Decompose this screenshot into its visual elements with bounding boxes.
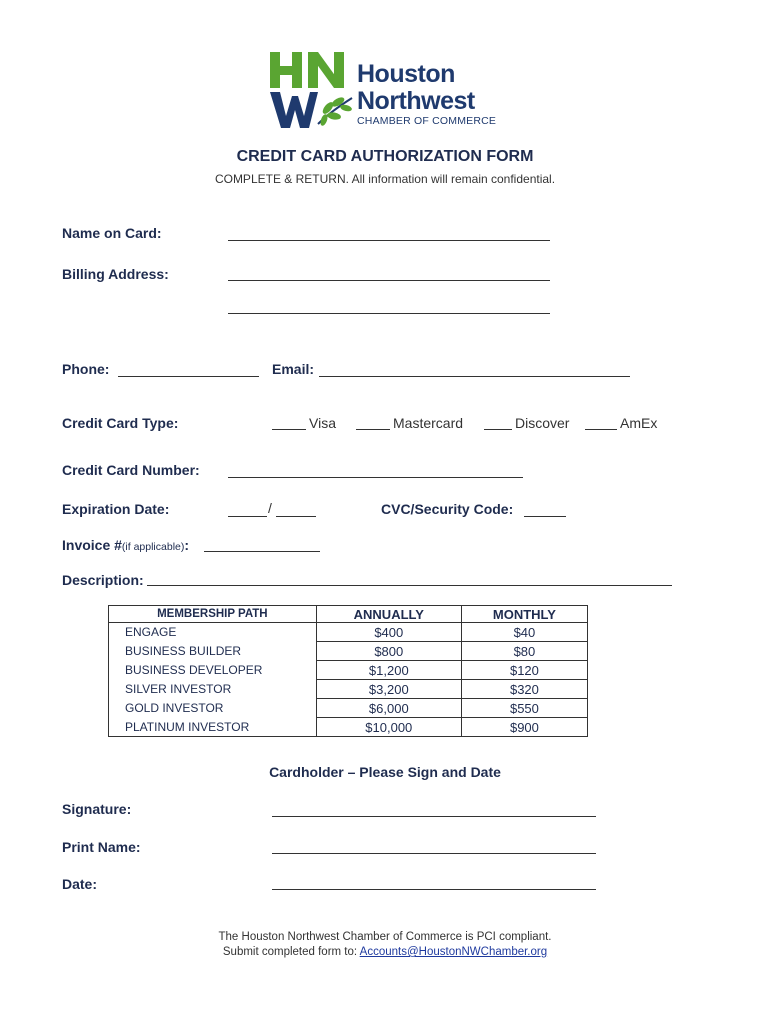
phone-label: Phone: xyxy=(62,361,110,377)
card-number-label: Credit Card Number: xyxy=(62,462,200,478)
membership-path-cell: BUSINESS BUILDER xyxy=(109,642,317,661)
table-row xyxy=(109,718,588,737)
pci-compliance-note: The Houston Northwest Chamber of Commerce is PCI compliant. xyxy=(218,931,552,943)
logo-text-northwest: Northwest xyxy=(357,87,475,115)
billing-address-line1-field[interactable] xyxy=(228,280,550,281)
print-name-label: Print Name: xyxy=(62,839,141,855)
card-type-visa-option[interactable] xyxy=(272,415,336,431)
membership-path-cell: ENGAGE xyxy=(109,623,317,642)
card-type-amex-option[interactable] xyxy=(585,415,657,431)
card-type-discover-option[interactable] xyxy=(484,415,569,431)
visa-checkbox-blank[interactable] xyxy=(272,429,306,430)
card-number-field[interactable] xyxy=(228,477,523,478)
annual-price-cell: $3,200 xyxy=(316,680,461,699)
mastercard-label: Mastercard xyxy=(393,415,464,431)
monthly-price-cell: $900 xyxy=(461,718,587,737)
name-on-card-label: Name on Card: xyxy=(62,225,162,241)
table-row xyxy=(109,680,588,699)
monthly-price-cell: $550 xyxy=(461,699,587,718)
annual-price-cell: $6,000 xyxy=(316,699,461,718)
print-name-field[interactable] xyxy=(272,853,596,854)
expiration-month-field[interactable] xyxy=(228,516,267,517)
description-field[interactable] xyxy=(147,585,672,586)
signature-label: Signature: xyxy=(62,801,132,817)
billing-address-label: Billing Address: xyxy=(62,266,169,282)
form-subtitle: COMPLETE & RETURN. All information will remain confidential. xyxy=(214,172,556,186)
annual-price-cell: $400 xyxy=(316,623,461,642)
chamber-logo xyxy=(268,50,508,130)
table-header-path: MEMBERSHIP PATH xyxy=(109,606,317,623)
visa-label: Visa xyxy=(309,415,336,431)
email-label: Email: xyxy=(272,361,315,377)
annual-price-cell: $800 xyxy=(316,642,461,661)
table-row xyxy=(109,623,588,642)
annual-price-cell: $10,000 xyxy=(316,718,461,737)
name-on-card-field[interactable] xyxy=(228,240,550,241)
invoice-label xyxy=(62,537,189,553)
cvc-label: CVC/Security Code: xyxy=(381,501,514,517)
discover-checkbox-blank[interactable] xyxy=(484,429,512,430)
discover-label: Discover xyxy=(515,415,570,431)
invoice-field[interactable] xyxy=(204,551,320,552)
expiration-separator: / xyxy=(268,500,272,516)
membership-path-cell: PLATINUM INVESTOR xyxy=(109,718,317,737)
table-row xyxy=(109,661,588,680)
signature-field[interactable] xyxy=(272,816,596,817)
email-field[interactable] xyxy=(319,376,630,377)
amex-checkbox-blank[interactable] xyxy=(585,429,617,430)
table-row xyxy=(109,642,588,661)
monthly-price-cell: $40 xyxy=(461,623,587,642)
membership-path-cell: GOLD INVESTOR xyxy=(109,699,317,718)
table-header-monthly: MONTHLY xyxy=(461,606,587,623)
membership-table xyxy=(108,605,588,737)
date-field[interactable] xyxy=(272,889,596,890)
amex-label: AmEx xyxy=(620,415,658,431)
expiration-label: Expiration Date: xyxy=(62,501,170,517)
form-title: CREDIT CARD AUTHORIZATION FORM xyxy=(236,148,534,165)
hnw-logo-icon xyxy=(268,50,356,130)
phone-field[interactable] xyxy=(118,376,259,377)
invoice-colon: : xyxy=(184,537,190,553)
monthly-price-cell: $120 xyxy=(461,661,587,680)
date-label: Date: xyxy=(62,876,98,892)
expiration-year-field[interactable] xyxy=(276,516,316,517)
billing-address-line2-field[interactable] xyxy=(228,313,550,314)
annual-price-cell: $1,200 xyxy=(316,661,461,680)
membership-path-cell: SILVER INVESTOR xyxy=(109,680,317,699)
table-row xyxy=(109,699,588,718)
cvc-field[interactable] xyxy=(524,516,566,517)
invoice-note: (if applicable) xyxy=(121,541,185,553)
mastercard-checkbox-blank[interactable] xyxy=(356,429,390,430)
membership-path-cell: BUSINESS DEVELOPER xyxy=(109,661,317,680)
submit-email-link[interactable]: Accounts@HoustonNWChamber.org xyxy=(359,946,548,958)
table-header-annually: ANNUALLY xyxy=(316,606,461,623)
logo-text-houston: Houston xyxy=(357,60,455,88)
invoice-label-text: Invoice # xyxy=(62,537,122,553)
monthly-price-cell: $320 xyxy=(461,680,587,699)
card-type-mastercard-option[interactable] xyxy=(356,415,463,431)
card-type-label: Credit Card Type: xyxy=(62,415,179,431)
monthly-price-cell: $80 xyxy=(461,642,587,661)
submit-prefix: Submit completed form to: xyxy=(222,946,360,958)
description-label: Description: xyxy=(62,572,144,588)
submit-instructions xyxy=(0,946,770,958)
logo-text-chamber: CHAMBER OF COMMERCE xyxy=(357,115,497,127)
sign-section-title: Cardholder – Please Sign and Date xyxy=(269,764,501,780)
